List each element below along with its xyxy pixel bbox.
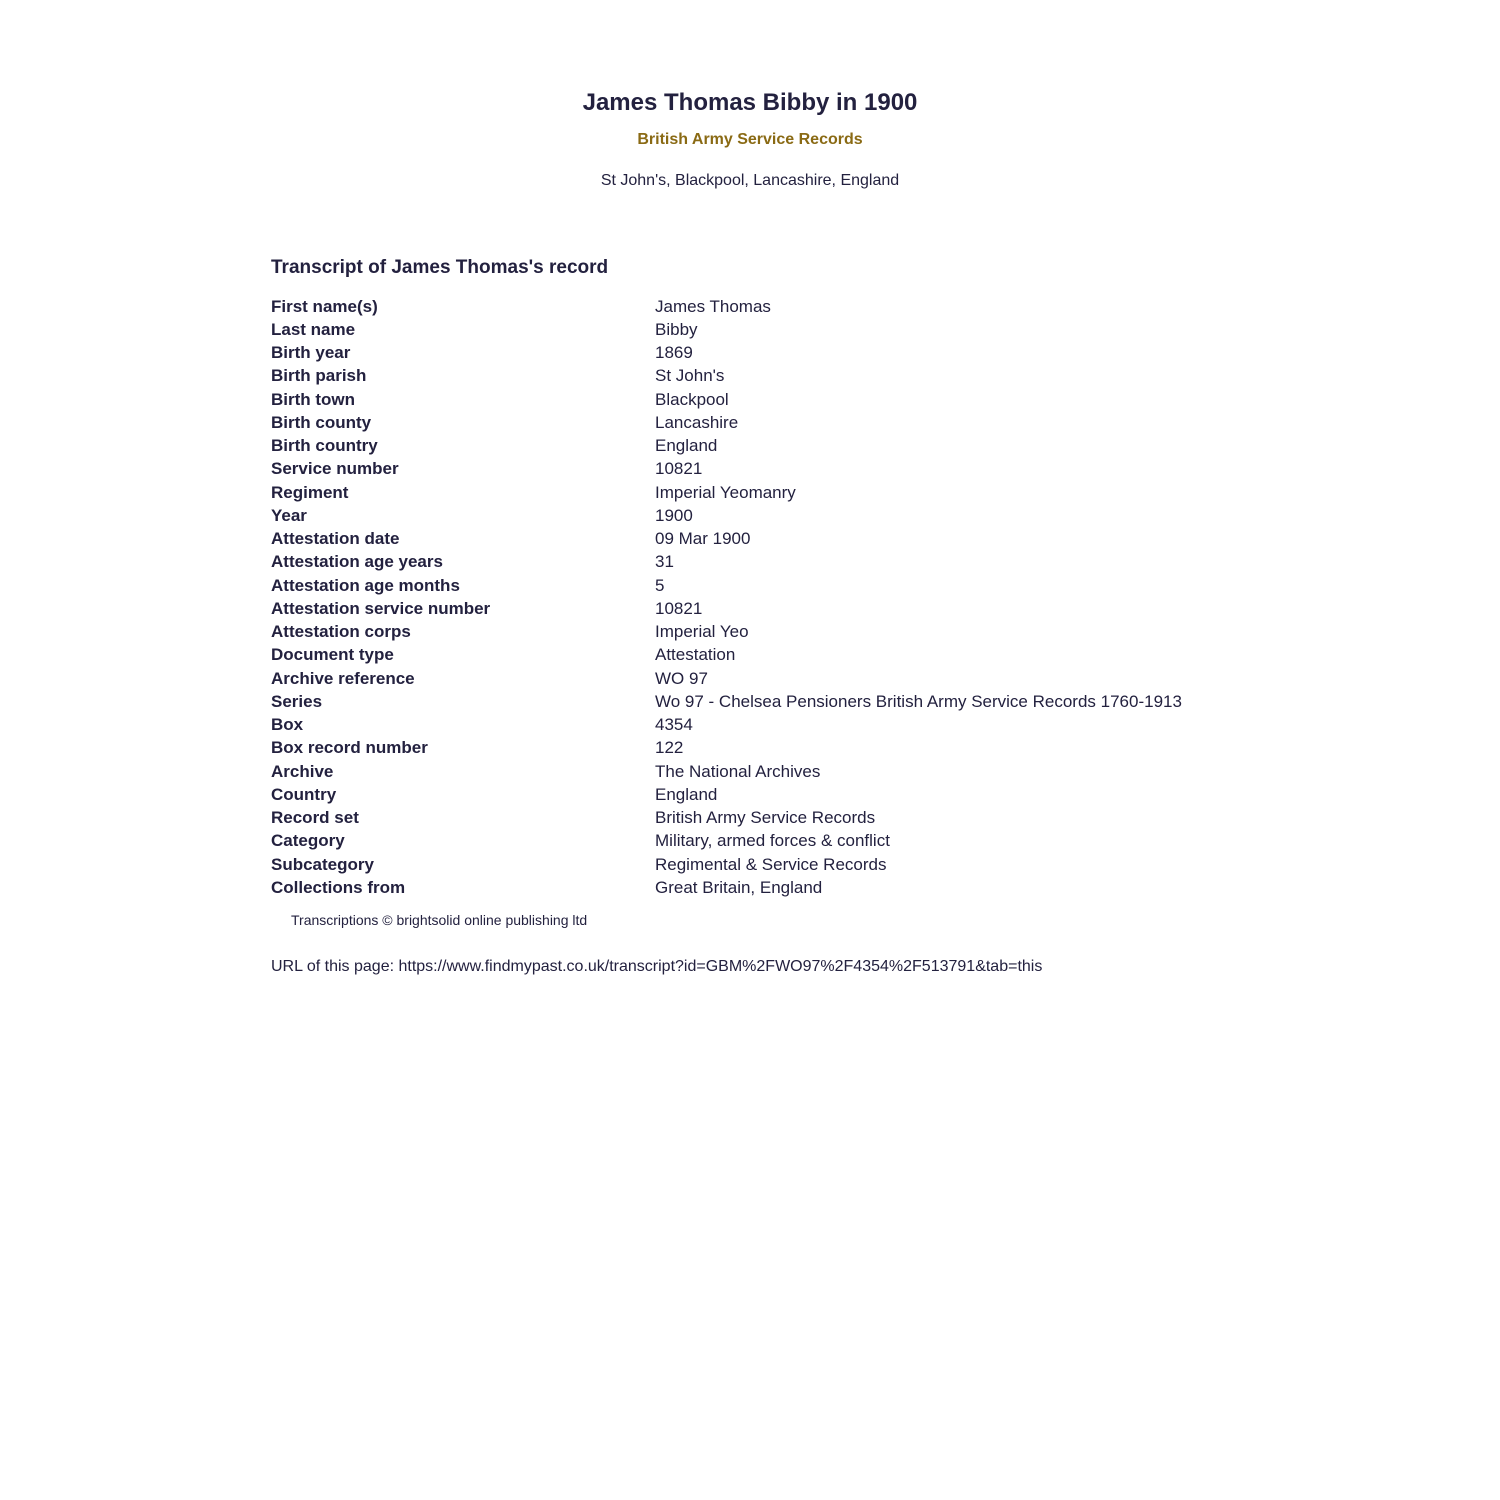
field-value: Great Britain, England — [655, 877, 823, 897]
field-value: 10821 — [655, 598, 703, 618]
field-value: Bibby — [655, 319, 698, 339]
field-value: British Army Service Records — [655, 808, 876, 828]
field-value: Attestation — [655, 645, 736, 665]
table-row — [271, 388, 1182, 411]
table-row — [271, 435, 1182, 458]
field-label: Archive reference — [271, 668, 415, 688]
record-table — [271, 295, 1182, 900]
table-row — [271, 737, 1182, 760]
field-value: Wo 97 - Chelsea Pensioners British Army Service Records 1760-1913 — [655, 691, 1182, 711]
table-row — [271, 644, 1182, 667]
field-value: 10821 — [655, 459, 703, 479]
field-label: Collections from — [271, 877, 406, 897]
field-value: Military, armed forces & conflict — [655, 831, 890, 851]
field-value: England — [655, 784, 718, 804]
table-row — [271, 783, 1182, 806]
field-value: Imperial Yeomanry — [655, 482, 796, 502]
table-row — [271, 318, 1182, 341]
table-row — [271, 853, 1182, 876]
field-value: James Thomas — [655, 296, 771, 316]
field-label: Attestation age months — [271, 575, 460, 595]
field-label: Last name — [271, 319, 356, 339]
field-label: Country — [271, 784, 337, 804]
field-label: Birth county — [271, 412, 372, 432]
field-label: Subcategory — [271, 854, 374, 874]
field-label: Attestation date — [271, 529, 400, 549]
field-value: 1869 — [655, 343, 693, 363]
table-row — [271, 481, 1182, 504]
table-row — [271, 411, 1182, 434]
table-row — [271, 574, 1182, 597]
field-label: Regiment — [271, 482, 349, 502]
field-value: Regimental & Service Records — [655, 854, 887, 874]
page-title: James Thomas Bibby in 1900 — [582, 89, 918, 116]
table-row — [271, 690, 1182, 713]
table-row — [271, 342, 1182, 365]
field-label: Category — [271, 831, 345, 851]
table-row — [271, 760, 1182, 783]
copyright-notice: Transcriptions © brightsolid online publishing ltd — [291, 911, 588, 928]
field-value: 5 — [655, 575, 665, 595]
field-label: Attestation age years — [271, 552, 443, 572]
table-row — [271, 597, 1182, 620]
location-line: St John's, Blackpool, Lancashire, England — [600, 172, 900, 189]
field-value: 122 — [655, 738, 684, 758]
field-value: 1900 — [655, 505, 693, 525]
table-row — [271, 714, 1182, 737]
field-value: Imperial Yeo — [655, 622, 749, 642]
field-label: Birth town — [271, 389, 356, 409]
field-label: Box record number — [271, 738, 428, 758]
field-label: Attestation corps — [271, 622, 411, 642]
table-row — [271, 876, 1182, 899]
table-row — [271, 667, 1182, 690]
table-row — [271, 504, 1182, 527]
field-label: Box — [271, 715, 304, 735]
field-label: Attestation service number — [271, 598, 491, 618]
table-row — [271, 621, 1182, 644]
record-set-subtitle: British Army Service Records — [637, 131, 863, 148]
field-value: St John's — [655, 366, 725, 386]
field-label: First name(s) — [271, 296, 378, 316]
field-label: Document type — [271, 645, 394, 665]
field-value: England — [655, 436, 718, 456]
field-label: Birth year — [271, 343, 351, 363]
table-row — [271, 551, 1182, 574]
field-label: Birth country — [271, 436, 378, 456]
field-label: Archive — [271, 761, 334, 781]
transcript-heading: Transcript of James Thomas's record — [271, 257, 609, 278]
table-row — [271, 807, 1182, 830]
table-row — [271, 295, 1182, 318]
table-row — [271, 458, 1182, 481]
field-label: Series — [271, 691, 323, 711]
field-value: WO 97 — [655, 668, 708, 688]
field-value: 09 Mar 1900 — [655, 529, 751, 549]
record-rows — [271, 295, 1182, 900]
field-value: 4354 — [655, 715, 693, 735]
field-value: Blackpool — [655, 389, 729, 409]
table-row — [271, 528, 1182, 551]
table-row — [271, 365, 1182, 388]
page-url-line: URL of this page: https://www.findmypast.co.uk/transcript?id=GBM%2FWO97%2F4354%2F513791&tab=this — [271, 957, 1043, 975]
field-label: Record set — [271, 808, 359, 828]
field-value: 31 — [655, 552, 674, 572]
field-label: Year — [271, 505, 307, 525]
field-value: Lancashire — [655, 412, 739, 432]
field-value: The National Archives — [655, 761, 821, 781]
record-header — [0, 86, 1500, 192]
field-label: Birth parish — [271, 366, 367, 386]
field-label: Service number — [271, 459, 399, 479]
table-row — [271, 830, 1182, 853]
transcript-section — [271, 255, 1271, 978]
